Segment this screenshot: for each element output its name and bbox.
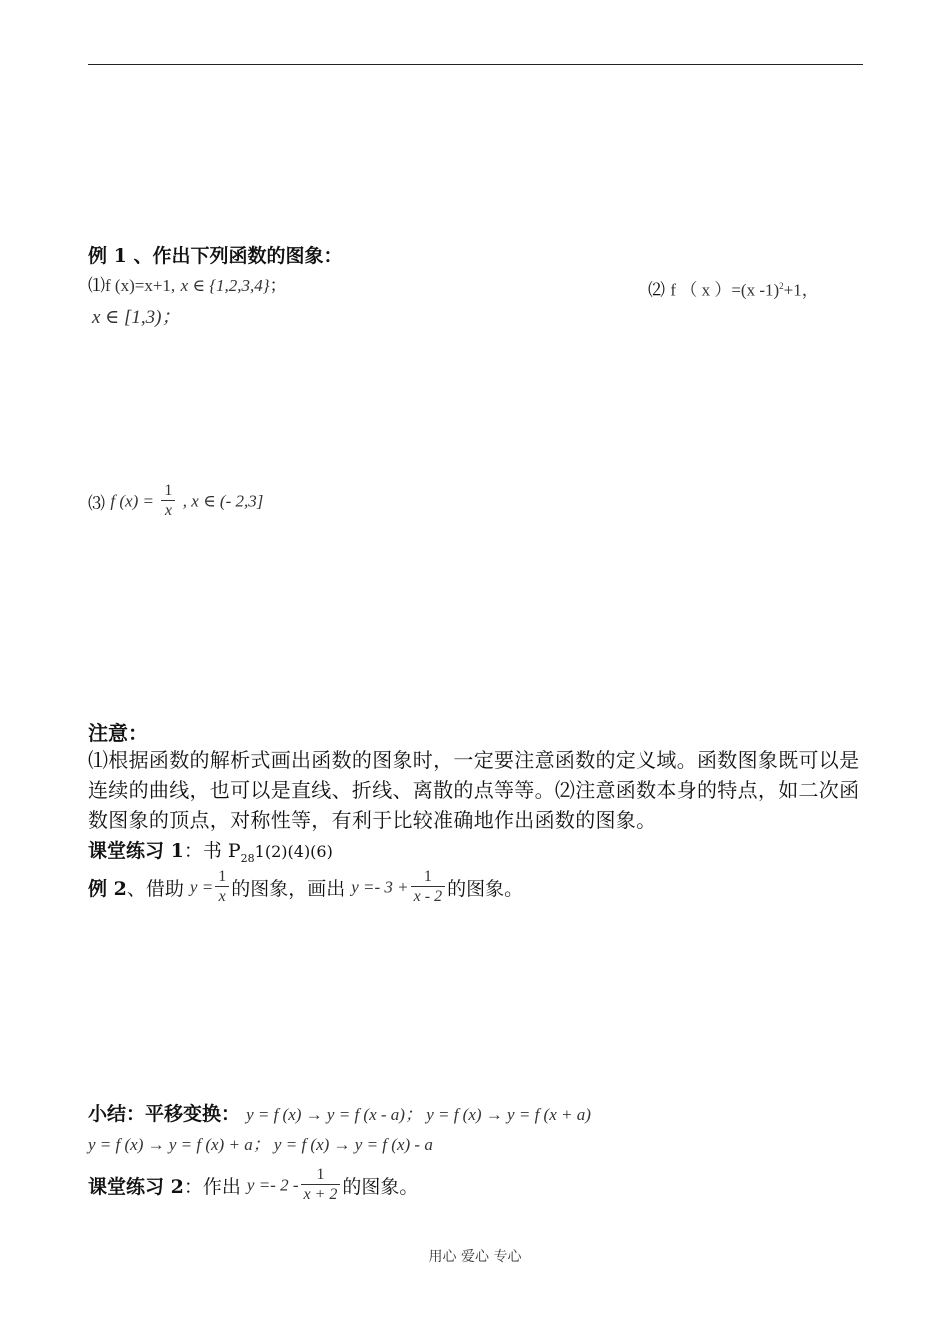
item2-tail: +1， — [783, 280, 819, 300]
example2-eq1-lhs: y = — [189, 877, 214, 897]
example2-eq1-fraction — [215, 868, 229, 907]
item3-lhs: f (x) = — [110, 491, 154, 511]
item1-end: ； — [269, 276, 287, 296]
item1-function: f (x)=x+1, — [105, 276, 176, 295]
page-footer: 用心 爱心 专心 — [428, 1249, 522, 1265]
example2-eq2-denominator: x - 2 — [413, 888, 443, 905]
notice-title — [88, 720, 148, 746]
item2-label: ⑵ — [648, 280, 665, 301]
example2-eq2-fraction — [411, 868, 445, 907]
item2-domain: x ∈ [1,3)； — [92, 307, 181, 328]
practice1 — [88, 838, 333, 872]
practice2-text1: ：作出 — [183, 1176, 241, 1198]
summary-label: 小结：平移变换： — [88, 1103, 241, 1125]
practice2-fraction — [301, 1166, 341, 1205]
example2-eq2-numerator: 1 — [411, 868, 445, 887]
notice-body: ⑴根据函数的解析式画出函数的图象时，一定要注意函数的定义域。函数图象既可以是连续的曲线，也可以是直线、折线、离散的点等等。⑵注意函数本身的特点，如二次函数图象的顶点，对称性等，有利于比较准确地作出函数的图象。 — [88, 748, 860, 832]
summary-rule2: y = f (x) → y = f (x) + a； y = f (x) → y = f (x) - a — [88, 1135, 433, 1154]
example2-text3: 的图象。 — [447, 878, 524, 900]
example1-item3 — [88, 482, 263, 521]
item3-fraction — [161, 482, 175, 521]
example1-item2-domain — [92, 305, 180, 331]
practice2-numerator: 1 — [301, 1166, 341, 1185]
item1-domain: x ∈ {1,2,3,4} — [180, 276, 270, 295]
item2-exponent: 2 — [779, 281, 784, 291]
summary-rule1: y = f (x) → y = f (x - a)； y = f (x) → y = f (x + a) — [246, 1105, 591, 1124]
practice2-text2: 的图象。 — [342, 1176, 419, 1198]
header-rule — [88, 64, 863, 65]
item1-label: ⑴ — [88, 276, 105, 296]
example1-title — [88, 243, 342, 269]
item3-numerator: 1 — [161, 482, 175, 501]
example2 — [88, 868, 523, 907]
example2-eq1-numerator: 1 — [215, 868, 229, 887]
item3-label: ⑶ — [88, 494, 105, 514]
practice1-text: ：书 P — [183, 840, 241, 862]
practice2-denominator: x + 2 — [303, 1186, 338, 1203]
example1-item1 — [88, 274, 287, 298]
practice2-label: 课堂练习 2 — [88, 1176, 184, 1198]
summary-line1 — [88, 1100, 591, 1129]
practice1-label: 课堂练习 1 — [88, 840, 184, 862]
item3-denominator: x — [164, 502, 172, 519]
example2-text2: 的图象，画出 — [231, 878, 346, 900]
item3-domain: , x ∈ (- 2,3] — [182, 491, 264, 511]
practice2 — [88, 1166, 418, 1205]
example1-title-text: 例 1 、作出下列函数的图象： — [88, 245, 343, 267]
practice1-exercises: 1(2)(4)(6) — [254, 842, 333, 861]
example2-eq2-lhs: y =- 3 + — [351, 877, 409, 897]
practice2-eq-lhs: y =- 2 - — [246, 1175, 299, 1195]
practice1-page-sub: 28 — [240, 851, 255, 865]
example2-text1: 、借助 — [126, 878, 184, 900]
example1-item2 — [648, 274, 819, 303]
summary-line2 — [88, 1130, 433, 1159]
item2-function: f （ x ）=(x -1) — [670, 280, 780, 300]
example2-label: 例 2 — [88, 878, 127, 900]
example2-eq1-denominator: x — [218, 888, 226, 905]
notice-title-text: 注意： — [88, 721, 148, 745]
